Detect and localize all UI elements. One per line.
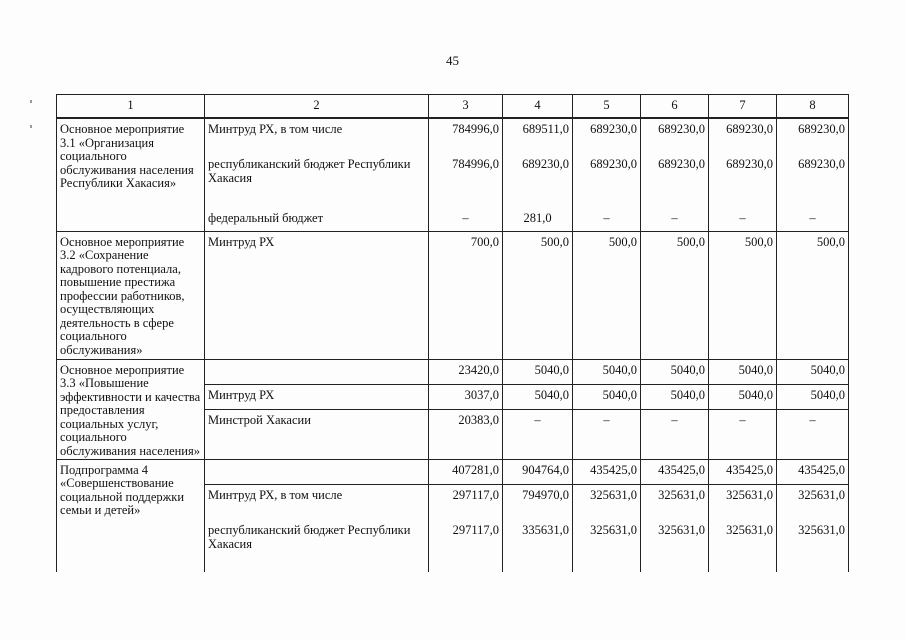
value-cell: 5040,0 <box>709 359 777 384</box>
value-cell: – <box>641 212 709 231</box>
budget-table <box>56 94 849 572</box>
table-header-row <box>57 95 849 119</box>
value-cell: 904764,0 <box>503 459 573 484</box>
value-cell: 5040,0 <box>503 359 573 384</box>
value-cell: 297117,0 <box>429 524 503 572</box>
value-cell: 5040,0 <box>641 359 709 384</box>
value-cell: 5040,0 <box>709 384 777 409</box>
funding-source: республиканский бюджет Республики Хакасия <box>205 158 429 212</box>
funding-source: республиканский бюджет Республики Хакасия <box>205 524 429 572</box>
value-cell: 689230,0 <box>777 118 849 158</box>
value-cell: 435425,0 <box>709 459 777 484</box>
value-cell: 5040,0 <box>641 384 709 409</box>
value-cell: 5040,0 <box>777 384 849 409</box>
value-cell: 435425,0 <box>573 459 641 484</box>
funding-source: федеральный бюджет <box>205 212 429 231</box>
column-header: 2 <box>205 95 429 119</box>
value-cell: 20383,0 <box>429 409 503 459</box>
column-header: 8 <box>777 95 849 119</box>
value-cell: – <box>503 409 573 459</box>
value-cell: 325631,0 <box>709 524 777 572</box>
value-cell: – <box>429 212 503 231</box>
scan-artifacts <box>30 100 32 150</box>
table-row <box>57 459 849 484</box>
value-cell: – <box>573 409 641 459</box>
value-cell: – <box>709 212 777 231</box>
funding-source: Минстрой Хакасии <box>205 409 429 459</box>
funding-source: Минтруд РХ, в том числе <box>205 484 429 524</box>
column-header: 4 <box>503 95 573 119</box>
value-cell: 784996,0 <box>429 158 503 212</box>
value-cell: 281,0 <box>503 212 573 231</box>
value-cell: 3037,0 <box>429 384 503 409</box>
funding-source: Минтруд РХ, в том числе <box>205 118 429 158</box>
value-cell: 435425,0 <box>777 459 849 484</box>
column-header: 1 <box>57 95 205 119</box>
column-header: 7 <box>709 95 777 119</box>
value-cell: 689230,0 <box>573 158 641 212</box>
value-cell: 689230,0 <box>641 158 709 212</box>
value-cell: – <box>641 409 709 459</box>
table-row <box>57 359 849 384</box>
value-cell: 794970,0 <box>503 484 573 524</box>
value-cell: 325631,0 <box>573 484 641 524</box>
value-cell: – <box>777 212 849 231</box>
value-cell: 689230,0 <box>709 158 777 212</box>
value-cell: 689230,0 <box>709 118 777 158</box>
value-cell: 325631,0 <box>641 484 709 524</box>
value-cell: 325631,0 <box>709 484 777 524</box>
table-row <box>57 231 849 359</box>
value-cell: 325631,0 <box>777 484 849 524</box>
value-cell: 297117,0 <box>429 484 503 524</box>
table-row <box>57 118 849 158</box>
activity-title: Основное мероприятие 3.2 «Сохранение кадрового потенциала, повышение престижа профессии работников, осуществляющих деятельность в сфере социального обслуживания» <box>57 231 205 359</box>
value-cell: 689230,0 <box>573 118 641 158</box>
value-cell: 335631,0 <box>503 524 573 572</box>
value-cell: 689511,0 <box>503 118 573 158</box>
value-cell: 5040,0 <box>573 384 641 409</box>
value-cell: 5040,0 <box>573 359 641 384</box>
value-cell: 500,0 <box>709 231 777 359</box>
value-cell: 689230,0 <box>503 158 573 212</box>
activity-title: Основное мероприятие 3.3 «Повышение эффективности и качества предоставления социальных услуг, социального обслуживания населения» <box>57 359 205 459</box>
funding-source <box>205 459 429 484</box>
value-cell: 500,0 <box>573 231 641 359</box>
funding-source: Минтруд РХ <box>205 384 429 409</box>
activity-title: Подпрограмма 4 «Совершенствование социальной поддержки семьи и детей» <box>57 459 205 572</box>
value-cell: – <box>777 409 849 459</box>
value-cell: 700,0 <box>429 231 503 359</box>
value-cell: 5040,0 <box>777 359 849 384</box>
value-cell: 325631,0 <box>641 524 709 572</box>
value-cell: 500,0 <box>503 231 573 359</box>
value-cell: 689230,0 <box>641 118 709 158</box>
column-header: 5 <box>573 95 641 119</box>
value-cell: 325631,0 <box>573 524 641 572</box>
value-cell: 500,0 <box>641 231 709 359</box>
value-cell: 689230,0 <box>777 158 849 212</box>
value-cell: 407281,0 <box>429 459 503 484</box>
value-cell: 435425,0 <box>641 459 709 484</box>
funding-source <box>205 359 429 384</box>
column-header: 3 <box>429 95 503 119</box>
page-number: 45 <box>446 53 459 68</box>
value-cell: – <box>573 212 641 231</box>
value-cell: 325631,0 <box>777 524 849 572</box>
value-cell: 5040,0 <box>503 384 573 409</box>
activity-title: Основное мероприятие 3.1 «Организация социального обслуживания населения Республики Хакасия» <box>57 118 205 231</box>
value-cell: – <box>709 409 777 459</box>
funding-source: Минтруд РХ <box>205 231 429 359</box>
value-cell: 784996,0 <box>429 118 503 158</box>
value-cell: 500,0 <box>777 231 849 359</box>
value-cell: 23420,0 <box>429 359 503 384</box>
column-header: 6 <box>641 95 709 119</box>
